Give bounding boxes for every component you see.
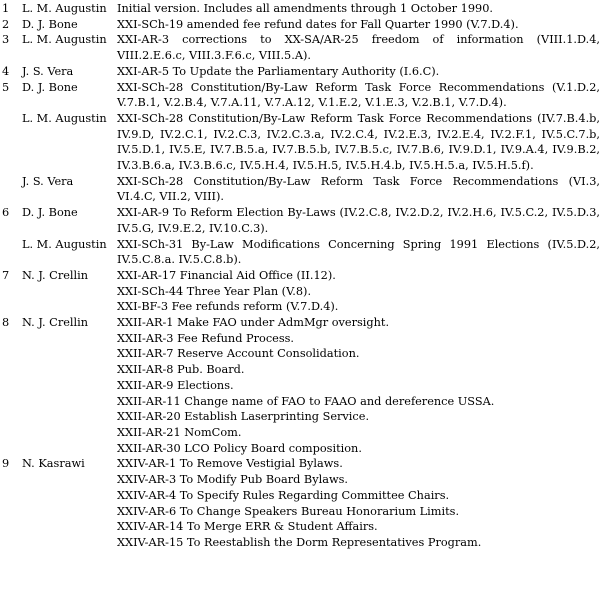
description-line: XXII-AR-7 Reserve Account Consolidation. <box>117 347 360 361</box>
revision-author: L. M. Augustin <box>22 237 107 251</box>
revision-description: XXI-SCh-28 Constitution/By-Law Reform Task Force Recommendations (VI.3, VI.4.C, VII.2, VIII). <box>117 174 600 204</box>
revision-description: XXI-AR-3 corrections to XX-SA/AR-25 freedom of information (VIII.1.D.4, VIII.2.E.6.c, VIII.3.F.6.c, VIII.5.A). <box>117 33 600 63</box>
revision-number: 9 <box>2 457 10 471</box>
description-line: XXIV-AR-14 To Merge ERR & Student Affairs. <box>117 520 378 534</box>
revision-number: 1 <box>2 2 10 15</box>
description-line: XXI-SCh-44 Three Year Plan (V.8). <box>117 284 312 298</box>
revision-entry <box>0 17 604 33</box>
revision-description <box>117 268 602 315</box>
revision-description <box>117 456 602 550</box>
revision-number <box>0 237 22 268</box>
revision-description: XXI-SCh-28 Constitution/By-Law Reform Task Force Recommendations (V.1.D.2, V.7.B.1, V.2.B.4, V.7.A.11, V.7.A.12, V.1.E.2, V.1.E.3, V.2.B.1, V.7.D.4). <box>117 80 600 110</box>
revision-description <box>117 315 602 456</box>
revision-author: D. J. Bone <box>22 206 78 220</box>
revision-entry <box>0 315 604 456</box>
description-line: XXIV-AR-4 To Specify Rules Regarding Committee Chairs. <box>117 488 450 502</box>
description-line: Initial version. Includes all amendments through 1 October 1990. <box>117 2 493 15</box>
description-line: XXII-AR-21 NomCom. <box>117 425 242 439</box>
revision-description: XXI-SCh-31 By-Law Modifications Concerning Spring 1991 Elections (IV.5.D.2, IV.5.C.8.a. IV.5.C.8.b). <box>117 237 600 267</box>
revision-description <box>117 1 602 17</box>
description-line: XXIV-AR-15 To Reestablish the Dorm Representatives Program. <box>117 535 482 549</box>
revision-author: J. S. Vera <box>22 64 74 78</box>
description-line: XXII-AR-3 Fee Refund Process. <box>117 331 295 345</box>
description-line: XXI-AR-5 To Update the Parliamentary Authority (I.6.C). <box>117 64 440 78</box>
revision-author: J. S. Vera <box>22 174 74 188</box>
revision-number: 6 <box>2 206 10 220</box>
revision-description: XXI-AR-9 To Reform Election By-Laws (IV.2.C.8, IV.2.D.2, IV.2.H.6, IV.5.C.2, IV.5.D.3, IV.5.G, IV.9.E.2, IV.10.C.3). <box>117 206 600 235</box>
revision-author: D. J. Bone <box>22 17 78 31</box>
description-line: XXIV-AR-3 To Modify Pub Board Bylaws. <box>117 473 349 487</box>
revision-entry <box>0 111 604 174</box>
revision-number: 5 <box>2 80 10 94</box>
description-line: XXIV-AR-6 To Change Speakers Bureau Honorarium Limits. <box>117 504 460 518</box>
description-line: XXI-BF-3 Fee refunds reform (V.7.D.4). <box>117 300 339 314</box>
description-line: XXII-AR-20 Establish Laserprinting Service. <box>117 410 370 424</box>
description-line: XXII-AR-1 Make FAO under AdmMgr oversight. <box>117 316 390 330</box>
revision-entry <box>0 174 604 205</box>
description-line: XXII-AR-9 Elections. <box>117 378 234 392</box>
revision-number: 8 <box>2 316 10 330</box>
revision-entry <box>0 268 604 315</box>
description-line: XXI-SCh-19 amended fee refund dates for Fall Quarter 1990 (V.7.D.4). <box>117 17 519 31</box>
revision-number: 7 <box>2 268 10 282</box>
revision-number <box>0 111 22 174</box>
description-line: XXII-AR-11 Change name of FAO to FAAO and dereference USSA. <box>117 394 495 408</box>
revision-entry <box>0 237 604 268</box>
revision-entry <box>0 205 604 236</box>
revision-author: L. M. Augustin <box>22 33 107 47</box>
description-line: XXII-AR-8 Pub. Board. <box>117 363 245 377</box>
description-line: XXIV-AR-1 To Remove Vestigial Bylaws. <box>117 457 343 471</box>
revision-author: N. J. Crellin <box>22 268 89 282</box>
revision-entry <box>0 456 604 550</box>
revision-description <box>117 64 602 80</box>
revision-number: 4 <box>2 64 10 78</box>
revision-description <box>117 17 602 33</box>
revision-number <box>0 174 22 205</box>
description-line: XXI-AR-17 Financial Aid Office (II.12). <box>117 268 336 282</box>
revision-author: D. J. Bone <box>22 80 78 94</box>
revision-number: 3 <box>2 33 10 47</box>
revision-author: L. M. Augustin <box>22 2 107 15</box>
description-line: XXII-AR-30 LCO Policy Board composition. <box>117 441 362 455</box>
revision-author: N. Kasrawi <box>22 457 85 471</box>
revision-entry <box>0 1 604 17</box>
revision-entry <box>0 80 604 111</box>
revision-entry <box>0 64 604 80</box>
revision-description: XXI-SCh-28 Constitution/By-Law Reform Task Force Recommendations (IV.7.B.4.b, IV.9.D, IV.2.C.1, IV.2.C.3, IV.2.C.3.a, IV.2.C.4, IV.2.E.3, IV.2.E.4, IV.2.F.1, IV.5.C.7.b, IV.5.D.1, IV.5.E, IV.7.B.5.a, IV.7.B.5.b, IV.7.B.5.c, IV.7.B.6, IV.9.D.1, IV.9.A.4, IV.9.B.2, IV.3.B.6.a, IV.3.B.6.c, IV.5.H.4, IV.5.H.5, IV.5.H.4.b, IV.5.H.5.a, IV.5.H.5.f). <box>117 111 600 173</box>
revision-author: N. J. Crellin <box>22 316 89 330</box>
revision-number: 2 <box>2 17 10 31</box>
revision-author: L. M. Augustin <box>22 111 107 125</box>
revision-entry <box>0 32 604 63</box>
